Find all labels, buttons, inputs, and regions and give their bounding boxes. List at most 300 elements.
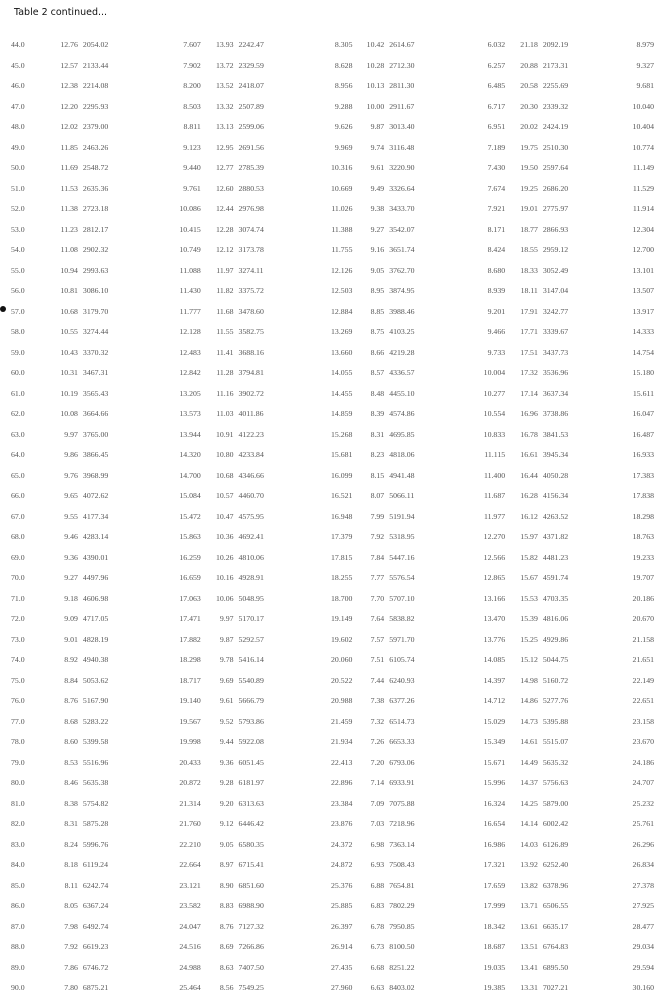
table-cell: 20.88 <box>520 60 538 70</box>
table-cell: 21.934 <box>331 737 353 746</box>
table-cell: 14.03 <box>520 839 538 849</box>
table-row <box>11 614 654 635</box>
table-row <box>11 840 654 861</box>
table-cell: 9.16 <box>370 245 385 254</box>
table-cell: 14.86 <box>520 696 538 705</box>
table-row <box>11 40 654 61</box>
table-cell: 12.60 <box>215 183 234 193</box>
table-cell: 10.55 <box>60 327 78 336</box>
row-key-cell: 79.0 <box>11 757 25 767</box>
row-key-cell: 90.0 <box>11 983 25 992</box>
table-cell: 9.20 <box>219 798 234 808</box>
row-key-cell: 63.0 <box>11 429 25 439</box>
table-cell: 11.977 <box>483 511 506 521</box>
table-row <box>11 717 654 738</box>
table-cell: 11.38 <box>60 204 78 213</box>
table-cell: 10.774 <box>632 142 654 152</box>
table-cell: 8.07 <box>370 491 385 500</box>
table-cell: 11.03 <box>216 409 234 418</box>
table-cell: 11.430 <box>179 286 201 295</box>
table-cell: 8.15 <box>370 470 385 480</box>
table-cell: 13.92 <box>520 860 538 869</box>
table-cell: 20.670 <box>632 614 654 623</box>
table-cell: 10.040 <box>632 101 654 111</box>
table-cell: 3086.10 <box>82 286 109 295</box>
table-cell: 13.166 <box>483 593 506 603</box>
table-cell: 2054.02 <box>82 40 109 49</box>
row-key-cell: 45.0 <box>11 60 25 70</box>
table-cell: 24.186 <box>632 757 654 767</box>
table-cell: 15.39 <box>520 614 538 623</box>
table-cell: 19.567 <box>179 716 201 726</box>
table-cell: 11.529 <box>632 183 654 193</box>
table-cell: 2214.08 <box>82 81 109 90</box>
table-cell: 9.46 <box>64 532 78 541</box>
table-row <box>11 553 654 574</box>
table-cell: 19.035 <box>483 962 506 972</box>
table-cell: 5922.08 <box>238 737 264 746</box>
table-cell: 2712.30 <box>389 60 415 70</box>
table-cell: 25.376 <box>331 880 353 890</box>
row-key-cell: 72.0 <box>11 614 25 623</box>
row-key-cell: 87.0 <box>11 921 25 931</box>
table-cell: 18.342 <box>483 921 506 931</box>
table-cell: 11.55 <box>216 327 234 336</box>
table-cell: 13.470 <box>483 614 506 623</box>
table-cell: 7950.85 <box>389 921 415 931</box>
table-cell: 15.67 <box>520 573 538 582</box>
table-cell: 8.48 <box>370 388 385 398</box>
table-cell: 15.681 <box>331 450 353 459</box>
table-cell: 2691.56 <box>238 142 264 152</box>
table-cell: 6105.74 <box>389 655 415 664</box>
row-key-cell: 74.0 <box>11 655 25 664</box>
table-cell: 3052.49 <box>542 265 569 275</box>
table-cell: 2329.59 <box>238 60 264 70</box>
table-cell: 5292.57 <box>238 634 264 644</box>
table-cell: 4591.74 <box>542 573 569 582</box>
row-key-cell: 65.0 <box>11 470 25 480</box>
table-row <box>11 184 654 205</box>
data-table <box>11 40 654 1004</box>
table-cell: 10.004 <box>483 368 506 377</box>
table-row <box>11 348 654 369</box>
table-cell: 4928.91 <box>238 573 264 582</box>
table-row <box>11 430 654 451</box>
table-cell: 14.712 <box>483 696 506 705</box>
table-cell: 5635.38 <box>82 778 109 787</box>
table-cell: 7.607 <box>183 40 201 49</box>
table-cell: 5044.75 <box>542 655 569 664</box>
table-cell: 3866.45 <box>82 450 109 459</box>
table-cell: 3013.40 <box>389 122 415 131</box>
table-cell: 16.521 <box>331 491 353 500</box>
table-cell: 7266.86 <box>238 942 264 951</box>
table-cell: 7.64 <box>370 614 385 623</box>
table-cell: 10.47 <box>215 511 234 521</box>
table-cell: 13.917 <box>632 306 654 316</box>
table-cell: 16.654 <box>483 819 506 828</box>
table-cell: 3762.70 <box>389 265 415 275</box>
table-cell: 5048.95 <box>238 593 264 603</box>
table-cell: 24.516 <box>179 942 201 951</box>
table-cell: 17.91 <box>520 306 538 316</box>
table-row <box>11 491 654 512</box>
table-row <box>11 881 654 902</box>
table-cell: 11.16 <box>216 388 234 398</box>
table-cell: 2597.64 <box>542 163 569 172</box>
table-cell: 8.18 <box>64 860 78 869</box>
table-cell: 6.93 <box>370 860 385 869</box>
table-cell: 26.296 <box>632 839 654 849</box>
table-row <box>11 286 654 307</box>
row-key-cell: 53.0 <box>11 224 25 234</box>
table-cell: 22.896 <box>331 778 353 787</box>
row-key-cell: 61.0 <box>11 388 25 398</box>
table-cell: 2507.89 <box>238 101 264 111</box>
table-cell: 7.26 <box>370 737 385 746</box>
table-cell: 5416.14 <box>238 655 264 664</box>
row-key-cell: 71.0 <box>11 593 25 603</box>
table-cell: 2976.98 <box>238 204 264 213</box>
row-key-cell: 89.0 <box>11 962 25 972</box>
table-cell: 9.74 <box>370 142 385 152</box>
table-cell: 5399.58 <box>82 737 109 746</box>
table-cell: 7127.32 <box>238 921 264 931</box>
table-cell: 6715.41 <box>238 860 264 869</box>
table-cell: 9.44 <box>219 737 234 746</box>
table-cell: 5515.07 <box>542 737 569 746</box>
table-cell: 9.466 <box>487 327 506 336</box>
table-cell: 4011.86 <box>238 409 264 418</box>
table-cell: 3478.60 <box>238 306 264 316</box>
table-cell: 7.57 <box>370 634 385 644</box>
table-cell: 18.11 <box>520 286 538 295</box>
table-cell: 8.11 <box>64 880 78 890</box>
table-cell: 6242.74 <box>82 880 109 890</box>
table-cell: 18.33 <box>520 265 538 275</box>
table-cell: 7.32 <box>370 716 385 726</box>
table-cell: 7.84 <box>370 552 385 562</box>
table-cell: 15.25 <box>520 634 538 644</box>
table-cell: 6240.93 <box>389 675 415 685</box>
table-row <box>11 409 654 430</box>
table-cell: 11.85 <box>60 142 78 152</box>
table-cell: 14.333 <box>632 327 654 336</box>
table-cell: 3370.32 <box>82 347 109 357</box>
table-cell: 6.83 <box>370 901 385 910</box>
table-cell: 18.700 <box>331 593 353 603</box>
table-row <box>11 266 654 287</box>
table-cell: 13.93 <box>215 40 234 49</box>
table-cell: 2295.93 <box>82 101 109 111</box>
table-cell: 3467.31 <box>82 368 109 377</box>
table-cell: 5053.62 <box>82 675 109 685</box>
table-cell: 9.761 <box>183 183 201 193</box>
table-cell: 16.099 <box>331 470 353 480</box>
table-cell: 5170.17 <box>238 614 264 623</box>
table-cell: 7.86 <box>64 962 78 972</box>
table-cell: 10.43 <box>60 347 78 357</box>
table-cell: 12.865 <box>483 573 506 582</box>
table-cell: 9.09 <box>64 614 78 623</box>
table-cell: 29.594 <box>632 962 654 972</box>
row-key-cell: 58.0 <box>11 327 25 336</box>
table-cell: 16.78 <box>520 429 538 439</box>
table-cell: 8.38 <box>64 798 78 808</box>
table-cell: 12.44 <box>215 204 234 213</box>
table-cell: 15.53 <box>520 593 538 603</box>
table-cell: 16.28 <box>520 491 538 500</box>
table-cell: 7802.29 <box>389 901 415 910</box>
table-cell: 23.876 <box>331 819 353 828</box>
table-cell: 8.956 <box>334 81 353 90</box>
table-cell: 14.25 <box>520 798 538 808</box>
table-cell: 14.61 <box>520 737 538 746</box>
table-cell: 3582.75 <box>238 327 264 336</box>
table-row <box>11 143 654 164</box>
table-cell: 14.700 <box>179 470 201 480</box>
table-cell: 10.415 <box>179 224 201 234</box>
table-cell: 18.255 <box>331 573 353 582</box>
table-row <box>11 163 654 184</box>
table-cell: 6619.23 <box>82 942 109 951</box>
table-cell: 20.02 <box>520 122 538 131</box>
table-cell: 16.933 <box>632 450 654 459</box>
table-cell: 20.30 <box>520 101 538 111</box>
table-cell: 9.123 <box>183 142 201 152</box>
table-cell: 6.951 <box>487 122 506 131</box>
table-cell: 11.97 <box>216 265 234 275</box>
table-cell: 11.41 <box>216 347 234 357</box>
table-cell: 2339.32 <box>542 101 569 111</box>
table-cell: 21.158 <box>632 634 654 644</box>
table-cell: 24.707 <box>632 778 654 787</box>
table-cell: 19.25 <box>520 183 538 193</box>
table-cell: 7.189 <box>487 142 506 152</box>
table-cell: 5447.16 <box>389 552 415 562</box>
table-cell: 6367.24 <box>82 901 109 910</box>
row-key-cell: 82.0 <box>11 819 25 828</box>
table-cell: 2133.44 <box>82 60 109 70</box>
table-cell: 5996.76 <box>82 839 109 849</box>
table-cell: 16.61 <box>520 450 538 459</box>
table-cell: 18.298 <box>179 655 201 664</box>
table-cell: 9.36 <box>64 552 78 562</box>
table-cell: 2092.19 <box>542 40 569 49</box>
table-row <box>11 819 654 840</box>
table-row <box>11 307 654 328</box>
table-cell: 10.06 <box>215 593 234 603</box>
table-cell: 10.554 <box>483 409 506 418</box>
table-cell: 7.921 <box>487 204 506 213</box>
table-cell: 10.19 <box>60 388 78 398</box>
table-cell: 17.659 <box>483 880 506 890</box>
table-cell: 16.12 <box>520 511 538 521</box>
table-row <box>11 901 654 922</box>
table-cell: 6.98 <box>370 839 385 849</box>
table-cell: 25.232 <box>632 798 654 808</box>
table-cell: 27.435 <box>331 962 353 972</box>
table-cell: 11.026 <box>331 204 353 213</box>
table-cell: 19.233 <box>632 552 654 562</box>
table-cell: 7549.25 <box>238 983 264 992</box>
table-cell: 4050.28 <box>542 470 569 480</box>
table-cell: 6653.33 <box>389 737 415 746</box>
table-cell: 9.86 <box>64 450 78 459</box>
table-cell: 10.08 <box>60 409 78 418</box>
table-cell: 8.92 <box>64 655 78 664</box>
table-cell: 24.872 <box>331 860 353 869</box>
table-cell: 16.96 <box>520 409 538 418</box>
table-cell: 12.270 <box>483 532 506 541</box>
table-cell: 9.49 <box>370 183 385 193</box>
table-cell: 2911.67 <box>389 101 415 111</box>
table-cell: 6446.42 <box>238 819 264 828</box>
table-row <box>11 532 654 553</box>
row-key-cell: 50.0 <box>11 163 25 172</box>
table-cell: 9.55 <box>64 511 78 521</box>
table-cell: 5666.79 <box>238 696 264 705</box>
table-cell: 4717.05 <box>82 614 109 623</box>
table-cell: 14.14 <box>520 819 538 828</box>
table-cell: 8.60 <box>64 737 78 746</box>
table-cell: 9.52 <box>219 716 234 726</box>
table-cell: 5191.94 <box>389 511 415 521</box>
table-cell: 3274.11 <box>238 265 264 275</box>
table-cell: 4497.96 <box>82 573 109 582</box>
table-cell: 4263.52 <box>542 511 569 521</box>
table-cell: 9.87 <box>219 634 234 644</box>
row-key-cell: 69.0 <box>11 552 25 562</box>
table-row <box>11 635 654 656</box>
table-cell: 3542.07 <box>389 224 415 234</box>
table-cell: 7654.81 <box>389 880 415 890</box>
table-cell: 3220.90 <box>389 163 415 172</box>
table-cell: 27.960 <box>331 983 353 992</box>
table-cell: 5707.10 <box>389 593 415 603</box>
table-cell: 10.68 <box>60 306 78 316</box>
table-cell: 13.13 <box>215 122 234 131</box>
table-cell: 22.413 <box>331 757 353 767</box>
table-cell: 11.115 <box>484 450 506 459</box>
table-cell: 8.57 <box>370 368 385 377</box>
table-cell: 16.948 <box>331 511 353 521</box>
table-cell: 7.430 <box>487 163 506 172</box>
table-cell: 13.776 <box>483 634 506 644</box>
table-cell: 8.84 <box>64 675 78 685</box>
table-cell: 17.379 <box>331 532 353 541</box>
table-cell: 4606.98 <box>82 593 109 603</box>
table-cell: 8251.22 <box>389 962 415 972</box>
table-cell: 3565.43 <box>82 388 109 398</box>
table-cell: 6580.35 <box>238 839 264 849</box>
table-cell: 7.92 <box>370 532 385 541</box>
table-cell: 11.28 <box>216 368 234 377</box>
table-cell: 6746.72 <box>82 962 109 972</box>
table-cell: 5283.22 <box>82 716 109 726</box>
table-cell: 17.999 <box>483 901 506 910</box>
table-row <box>11 983 654 1004</box>
table-row <box>11 368 654 389</box>
table-cell: 6764.83 <box>542 942 569 951</box>
table-cell: 23.670 <box>632 737 654 746</box>
table-cell: 7.03 <box>370 819 385 828</box>
table-cell: 3841.53 <box>542 429 569 439</box>
table-cell: 3651.74 <box>389 245 415 254</box>
row-key-cell: 70.0 <box>11 573 25 582</box>
table-cell: 12.700 <box>632 245 654 254</box>
table-cell: 3116.48 <box>389 142 415 152</box>
table-row <box>11 860 654 881</box>
table-cell: 4460.70 <box>238 491 264 500</box>
table-cell: 13.205 <box>179 388 201 398</box>
table-cell: 3433.70 <box>389 204 415 213</box>
table-cell: 2510.30 <box>542 142 569 152</box>
table-cell: 17.838 <box>632 491 654 500</box>
table-cell: 8.68 <box>64 716 78 726</box>
table-caption: Table 2 continued... <box>14 7 108 18</box>
table-cell: 18.687 <box>483 942 506 951</box>
table-cell: 17.32 <box>520 368 538 377</box>
table-cell: 6988.90 <box>238 901 264 910</box>
table-cell: 6313.63 <box>238 798 264 808</box>
table-cell: 11.23 <box>60 224 78 234</box>
table-row <box>11 102 654 123</box>
table-cell: 3988.46 <box>389 306 415 316</box>
table-row <box>11 122 654 143</box>
row-key-cell: 47.0 <box>11 101 25 111</box>
table-cell: 8.424 <box>487 245 506 254</box>
table-cell: 17.321 <box>483 860 506 869</box>
table-cell: 13.31 <box>520 983 538 992</box>
table-cell: 8.680 <box>487 265 506 275</box>
table-cell: 4177.34 <box>82 511 109 521</box>
table-cell: 8.979 <box>636 40 654 49</box>
table-cell: 8.76 <box>64 696 78 705</box>
table-cell: 15.611 <box>632 388 654 398</box>
row-key-cell: 48.0 <box>11 122 25 131</box>
table-cell: 6895.50 <box>542 962 569 972</box>
table-cell: 5066.11 <box>389 491 415 500</box>
table-cell: 7363.14 <box>389 839 415 849</box>
table-cell: 3536.96 <box>542 368 569 377</box>
row-key-cell: 51.0 <box>11 183 25 193</box>
table-row <box>11 696 654 717</box>
table-cell: 14.37 <box>520 778 538 787</box>
row-key-cell: 83.0 <box>11 839 25 849</box>
table-cell: 13.61 <box>520 921 538 931</box>
table-cell: 5516.96 <box>82 757 109 767</box>
row-key-cell: 62.0 <box>11 409 25 418</box>
table-cell: 11.400 <box>483 470 506 480</box>
table-cell: 10.31 <box>60 368 78 377</box>
table-cell: 8.23 <box>370 450 385 459</box>
table-cell: 23.121 <box>179 880 201 890</box>
table-cell: 12.842 <box>179 368 201 377</box>
table-cell: 5793.86 <box>238 716 264 726</box>
table-cell: 16.259 <box>179 552 201 562</box>
table-cell: 2880.53 <box>238 183 264 193</box>
table-cell: 4703.35 <box>542 593 569 603</box>
table-cell: 16.487 <box>632 429 654 439</box>
table-cell: 20.988 <box>331 696 353 705</box>
table-cell: 10.94 <box>60 265 78 275</box>
table-cell: 4810.06 <box>238 552 264 562</box>
row-key-cell: 52.0 <box>11 204 25 213</box>
table-cell: 11.08 <box>60 245 78 254</box>
table-cell: 8.97 <box>219 860 234 869</box>
